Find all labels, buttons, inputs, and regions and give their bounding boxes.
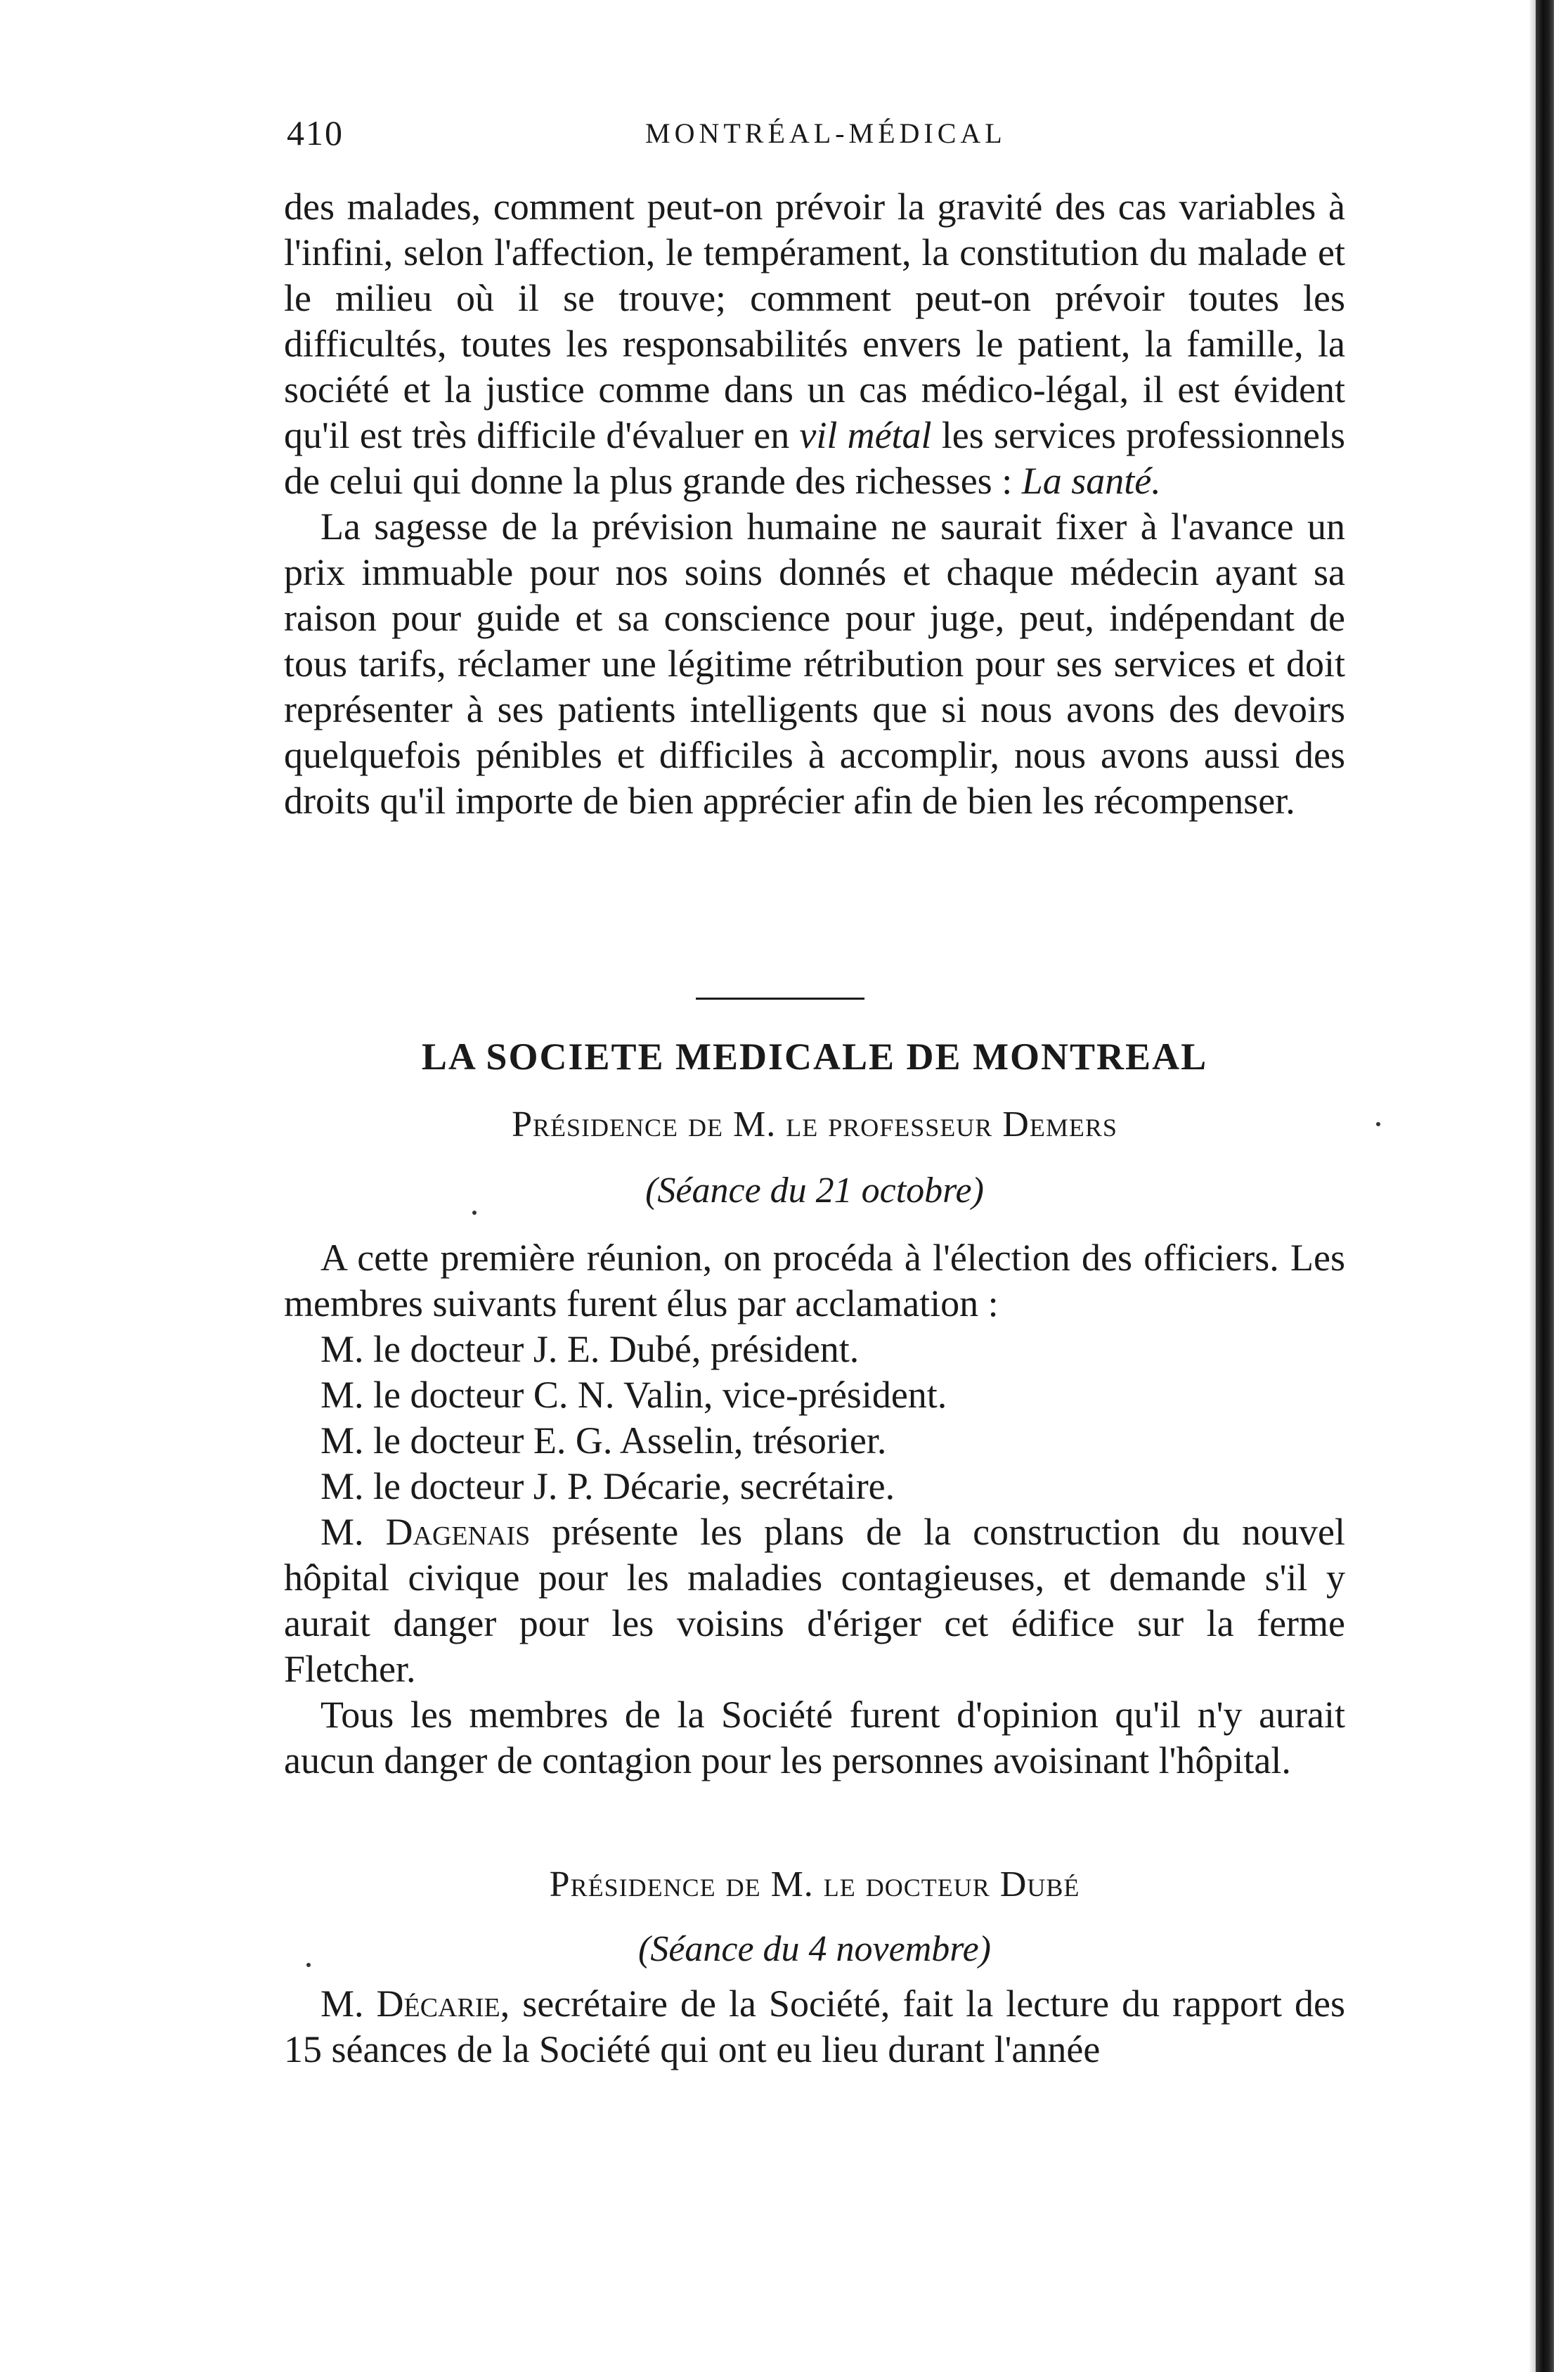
paragraph-1-text: des malades, comment peut-on prévoir la gravité des cas variables à l'infini, selon l'affection, le tempérament, la constitution du malade et le milieu où il se trouve; comment peut-on prévoir toutes les difficultés, toutes les responsabilités envers le patient, la famille, la société et la justice comme dans un cas médico-légal, il est évident qu'il est très difficile d'évaluer en: [284, 186, 1345, 456]
presidence-heading-2: Présidence de M. le docteur Dubé: [549, 1864, 1080, 1904]
opinion-paragraph: Tous les membres de la Société furent d'opinion qu'il n'y aurait aucun danger de contagion pour les personnes avoisinant l'hôpital.: [284, 1694, 1345, 1781]
presidence-heading-1: Présidence de M. le professeur Demers: [512, 1104, 1117, 1145]
intro-paragraph: A cette première réunion, on procéda à l'élection des officiers. Les membres suivants furent élus par acclamation :: [284, 1237, 1345, 1324]
meeting-minutes-2: [284, 1981, 1345, 2073]
meeting-minutes-1: [284, 1235, 1345, 1784]
decarie-text: secrétaire de la Société, fait la lecture du rapport des 15 séances de la Société qui ont eu lieu durant l'année: [284, 1983, 1345, 2070]
scan-speck: [1376, 1122, 1380, 1126]
seance-date-1: (Séance du 21 octobre): [645, 1171, 984, 1211]
running-title: MONTRÉAL-MÉDICAL: [645, 117, 1006, 149]
article-continuation: [284, 184, 1345, 824]
section-divider: [696, 998, 864, 1000]
decarie-paragraph: [284, 1981, 1345, 2073]
page-header: [287, 112, 1341, 162]
paragraph-2: La sagesse de la prévision humaine ne saurait fixer à l'avance un prix immuable pour nos soins donnés et chaque médecin ayant sa raison pour guide et sa conscience pour juge, peut, indépendant de tous tarifs, réclamer une légitime rétribution pour ses services et doit représenter à ses patients intelligents que si nous avons des devoirs quelquefois pénibles et difficiles à accomplir, nous avons aussi des droits qu'il importe de bien apprécier afin de bien les récompenser.: [284, 505, 1345, 822]
officer-line: M. le docteur J. E. Dubé, président.: [320, 1328, 860, 1370]
officer-line: M. le docteur J. P. Décarie, secrétaire.: [320, 1465, 895, 1507]
scan-shadow: [1529, 0, 1536, 2372]
dagenais-name: M. Dagenais: [320, 1511, 531, 1553]
decarie-name: M. Décarie,: [320, 1983, 510, 2025]
seance-date-2: (Séance du 4 novembre): [638, 1929, 991, 1969]
paragraph-1: [284, 184, 1345, 504]
dagenais-text: présente les plans de la construction du nouvel hôpital civique pour les maladies contagieuses, et demande s'il y aurait danger pour les voisins d'ériger cet édifice sur la ferme Fletcher.: [284, 1511, 1345, 1690]
dagenais-paragraph: [284, 1509, 1345, 1692]
page-number: 410: [287, 113, 344, 153]
paragraph-1-tail: les services professionnels de celui qui donne la plus grande des richesses :: [284, 414, 1346, 502]
section-heading: LA SOCIETE MEDICALE DE MONTREAL: [421, 1036, 1208, 1078]
scan-binding-edge: [1536, 0, 1554, 2372]
italic-vil-metal: vil métal: [799, 414, 932, 456]
officer-line: M. le docteur E. G. Asselin, trésorier.: [320, 1419, 887, 1462]
italic-la-sante: La santé.: [1021, 460, 1161, 502]
officer-line: M. le docteur C. N. Valin, vice-président.: [320, 1374, 947, 1416]
